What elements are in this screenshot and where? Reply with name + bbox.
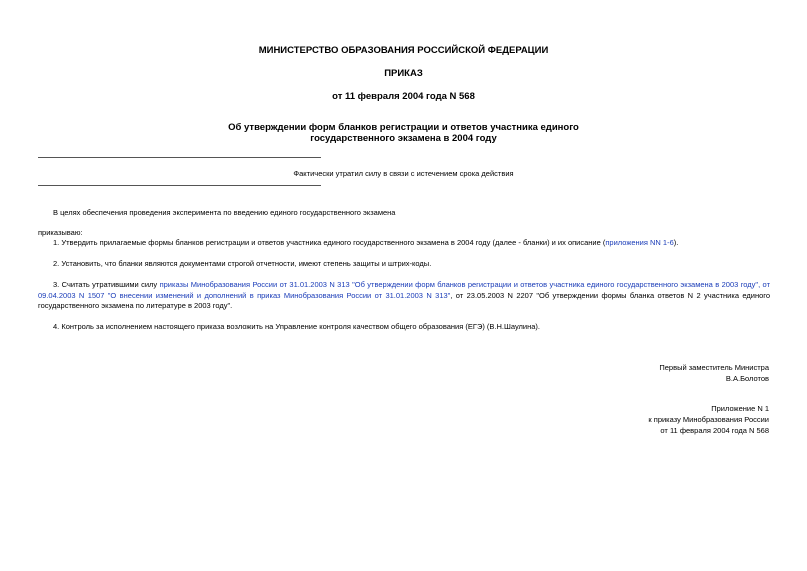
- appendix-line-1: Приложение N 1: [711, 404, 769, 413]
- status-note: Фактически утратил силу в связи с истечением срока действия: [293, 169, 514, 178]
- doc-date-line: от 11 февраля 2004 года N 568: [332, 91, 475, 102]
- bottom-divider: [38, 185, 321, 186]
- intro-paragraph: В целях обеспечения проведения эксперимента по введению единого государственного экзамена: [53, 208, 396, 217]
- item-3-start: 3. Считать утратившими силу: [53, 280, 160, 289]
- repealed-orders-link[interactable]: приказы Минобразования России от 31.01.2003 N 313 "Об утверждении форм бланков регистрации и ответов участника единого государственного экзамена в 2003 году", от 09.04.2003 N 1507 "О внесении изменений и дополнений в приказ Минобразования России от 31.01.2003 N 313": [38, 280, 771, 300]
- item-1: [53, 238, 770, 249]
- signature-position: Первый заместитель Министра: [659, 363, 769, 372]
- appendix-line-3: от 11 февраля 2004 года N 568: [660, 426, 769, 435]
- top-divider: [38, 157, 321, 158]
- order-word: приказываю:: [38, 228, 83, 237]
- appendix-link[interactable]: приложения NN 1-6: [605, 238, 674, 247]
- ministry-heading: МИНИСТЕРСТВО ОБРАЗОВАНИЯ РОССИЙСКОЙ ФЕДЕРАЦИИ: [258, 45, 549, 56]
- signature-block: [469, 362, 769, 384]
- item-1-text: 1. Утвердить прилагаемые формы бланков регистрации и ответов участника единого государственного экзамена в 2004 году (далее - бланки) и их описание (: [53, 238, 606, 247]
- item-2: 2. Установить, что бланки являются документами строгой отчетности, имеют степень защиты и штрих-коды.: [53, 259, 432, 268]
- item-3: [38, 280, 770, 312]
- item-4: 4. Контроль за исполнением настоящего приказа возложить на Управление контроля качеством общего образования (ЕГЭ) (В.Н.Шаулина).: [53, 322, 541, 331]
- signature-name: В.А.Болотов: [725, 374, 769, 383]
- doc-type-heading: ПРИКАЗ: [384, 68, 423, 79]
- item-1-end: ).: [673, 238, 679, 247]
- appendix-block: [469, 403, 769, 436]
- doc-title-line-2: государственного экзамена в 2004 году: [310, 133, 497, 144]
- doc-title-line-1: Об утверждении форм бланков регистрации и ответов участника единого: [228, 122, 579, 133]
- appendix-line-2: к приказу Минобразования России: [648, 415, 769, 424]
- item-3-mid: , от 23.05.2003 N 2207 "Об утверждении формы бланка ответов N 2 участника единого государственного экзамена по литературе в 2003 году".: [38, 290, 770, 310]
